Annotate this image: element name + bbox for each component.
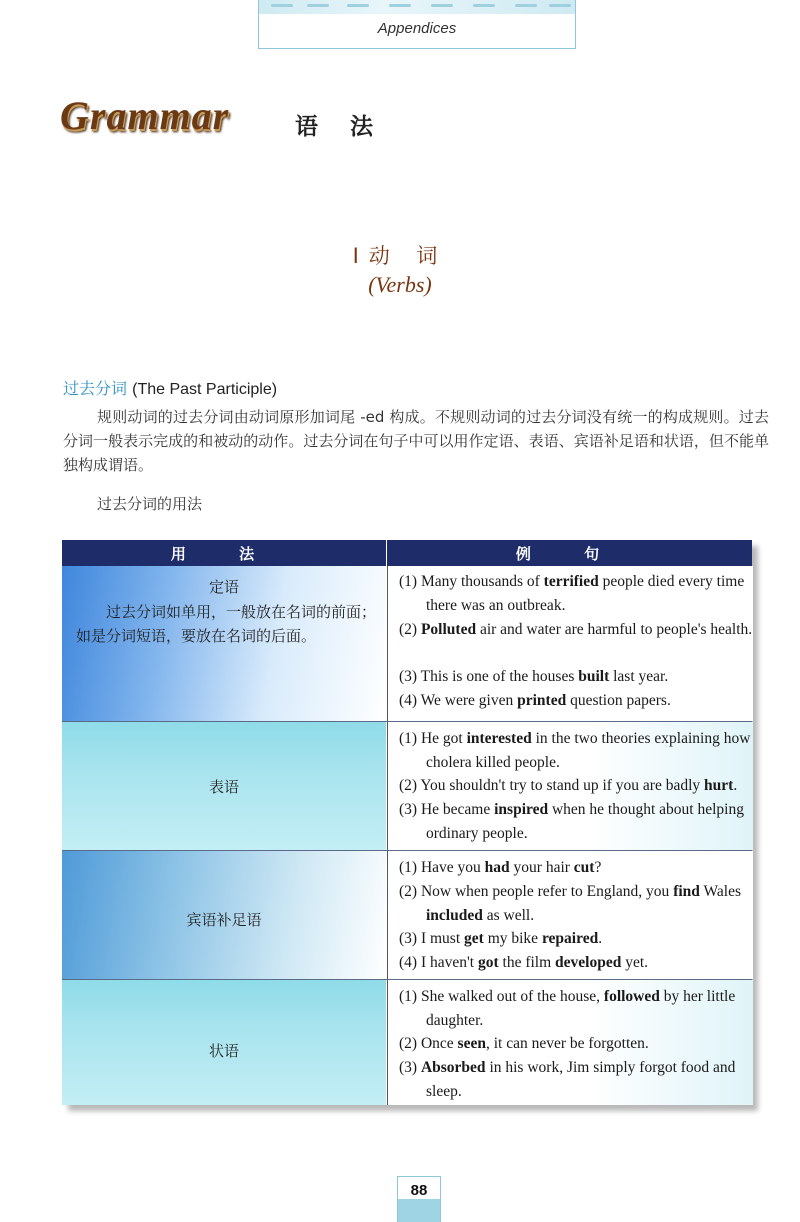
example-sentence: (1) Have you had your hair cut? (399, 859, 602, 876)
table-row (62, 980, 752, 1105)
example-sentence: (1) She walked out of the house, followed by her little daughter. (399, 988, 736, 1029)
header-decorative-band (259, 0, 575, 14)
page-title: Grammar (60, 93, 230, 138)
page-number-tab (397, 1176, 441, 1222)
examples-cell (387, 722, 753, 850)
example-sentence: (3) I must get my bike repaired. (399, 930, 603, 947)
example-sentence: (2) You shouldn't try to stand up if you are badly hurt. (399, 777, 738, 794)
examples-cell (387, 566, 753, 721)
subsection-heading-chinese: 过去分词 (63, 379, 128, 398)
section-heading-english: (Verbs) (368, 272, 432, 297)
example-sentence: (1) He got interested in the two theories explaining how cholera killed people. (399, 730, 751, 771)
subsection-heading (63, 376, 277, 399)
table-header (62, 540, 752, 566)
usage-cell (62, 566, 386, 721)
intro-paragraph: 规则动词的过去分词由动词原形加词尾 -ed 构成。不规则动词的过去分词没有统一的构成规则。过去分词一般表示完成的和被动的动作。过去分词在句子中可以用作定语、表语、宾语补足语和状语，但不能单独构成谓语。 (63, 408, 769, 474)
usage-title: 宾语补足语 (186, 911, 262, 929)
header-section-label: Appendices (377, 20, 457, 37)
usage-title: 状语 (208, 1042, 239, 1060)
table-header-examples: 例 句 (515, 545, 624, 563)
section-heading-chinese: Ⅰ动 词 (352, 244, 448, 268)
usage-cell (62, 980, 386, 1105)
usage-label: 过去分词的用法 (97, 495, 203, 513)
examples-cell (387, 851, 753, 979)
table-row (62, 851, 752, 979)
usage-description: 过去分词如单用，一般放在名词的前面；如是分词短语，要放在名词的后面。 (76, 603, 377, 645)
table-header-usage: 用 法 (170, 545, 279, 563)
example-sentence: (1) Many thousands of terrified people died every time there was an outbreak. (399, 573, 745, 614)
table-row (62, 722, 752, 850)
usage-title: 表语 (208, 778, 239, 796)
example-sentence: (2) Polluted air and water are harmful to people's health. (399, 621, 753, 638)
example-sentence: (4) I haven't got the film developed yet. (399, 954, 649, 971)
example-sentence: (3) Absorbed in his work, Jim simply forgot food and sleep. (399, 1059, 736, 1100)
examples-cell (387, 980, 753, 1105)
header-tab (258, 0, 576, 49)
page-number: 88 (410, 1182, 428, 1199)
page-title-chinese: 语 法 (295, 114, 386, 140)
example-sentence: (3) This is one of the houses built last year. (399, 668, 669, 685)
usage-cell (62, 851, 386, 979)
usage-title: 定语 (208, 578, 239, 596)
example-sentence: (2) Once seen, it can never be forgotten. (399, 1035, 649, 1052)
usage-cell (62, 722, 386, 850)
table-row (62, 566, 752, 721)
example-sentence: (2) Now when people refer to England, you find Wales included as well. (399, 883, 741, 924)
example-sentence: (4) We were given printed question papers. (399, 692, 671, 709)
usage-table (62, 540, 752, 1105)
subsection-heading-english: (The Past Participle) (132, 381, 278, 398)
example-sentence: (3) He became inspired when he thought about helping ordinary people. (399, 801, 744, 842)
